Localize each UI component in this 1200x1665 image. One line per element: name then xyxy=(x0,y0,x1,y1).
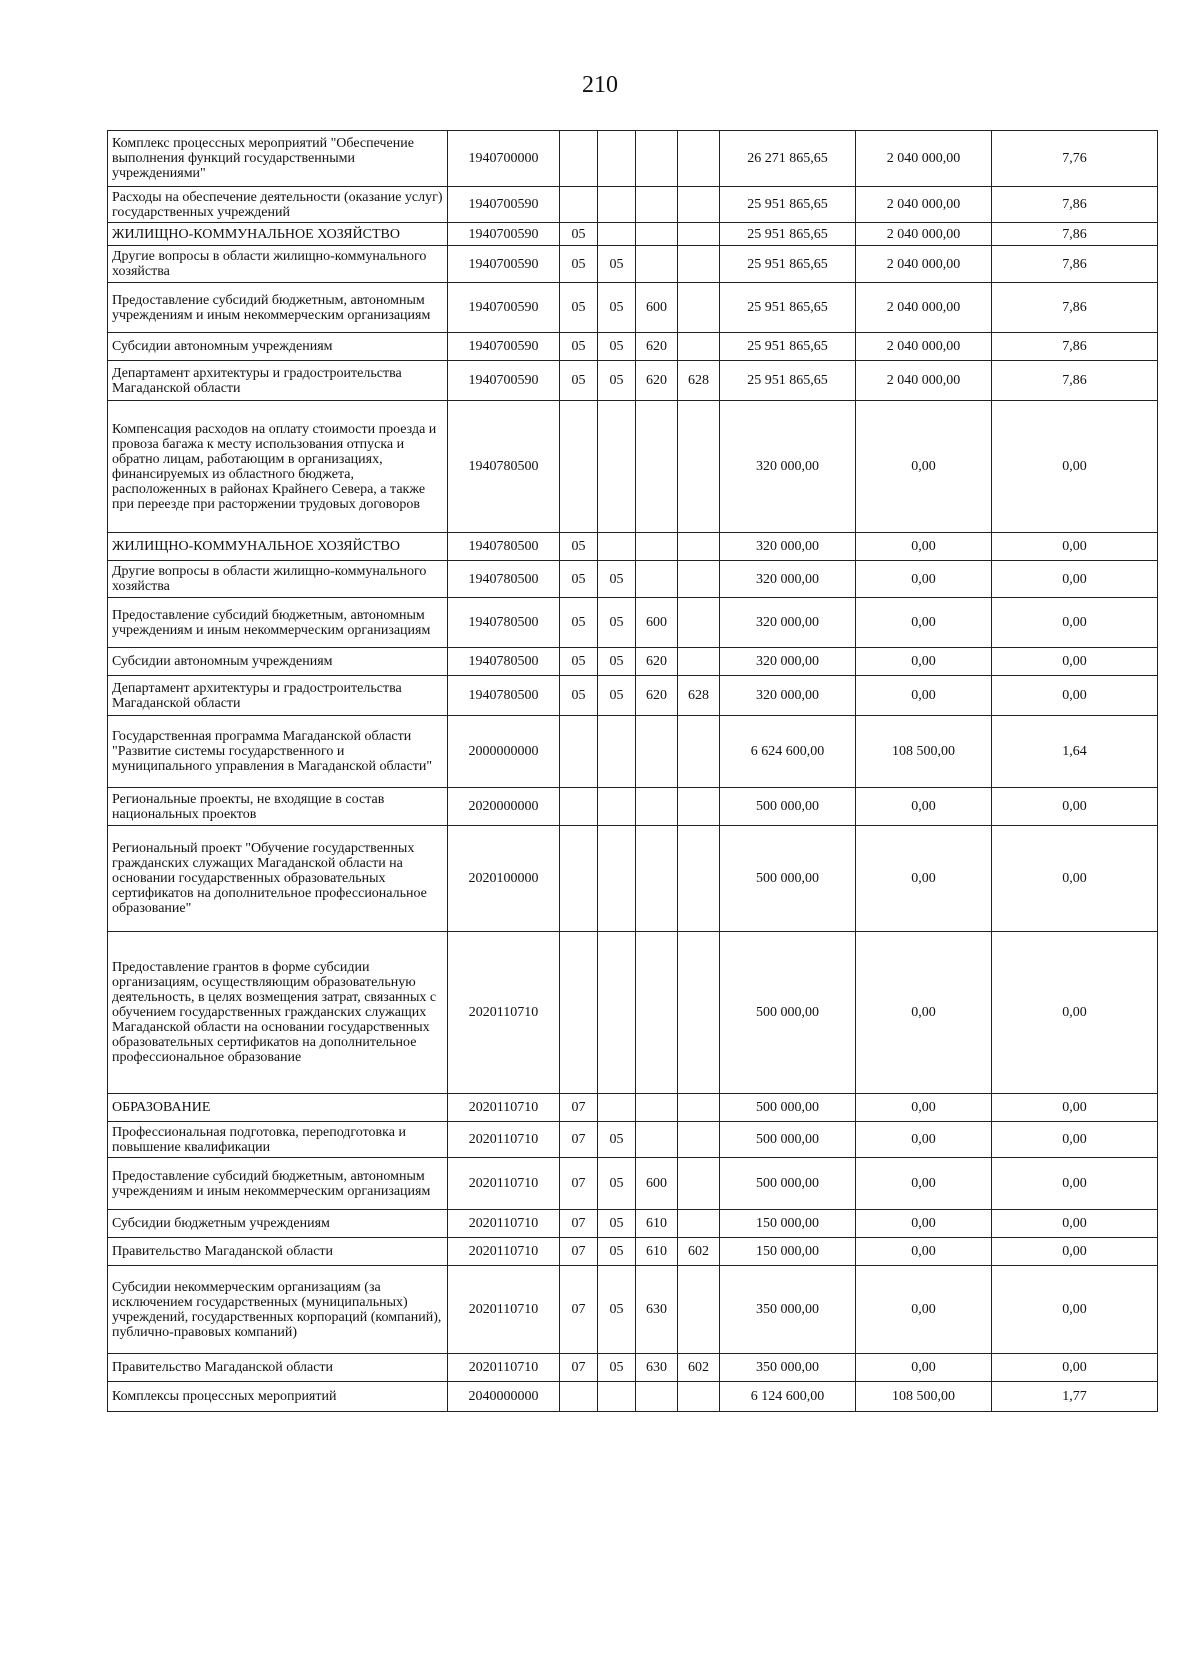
row-amount: 320 000,00 xyxy=(720,648,856,676)
row-expense-type: 630 xyxy=(636,1354,678,1382)
row-department xyxy=(678,333,720,361)
table-row xyxy=(108,533,1158,561)
row-percent: 0,00 xyxy=(992,1122,1158,1158)
row-amount: 320 000,00 xyxy=(720,676,856,716)
row-code: 2020110710 xyxy=(448,1158,560,1210)
row-amount: 25 951 865,65 xyxy=(720,283,856,333)
row-code: 1940700590 xyxy=(448,223,560,246)
row-section: 05 xyxy=(560,648,598,676)
row-executed: 0,00 xyxy=(856,401,992,533)
row-executed: 0,00 xyxy=(856,1266,992,1354)
row-department: 628 xyxy=(678,676,720,716)
row-department xyxy=(678,598,720,648)
table-body xyxy=(108,131,1158,1412)
row-percent: 7,76 xyxy=(992,131,1158,187)
row-amount: 350 000,00 xyxy=(720,1354,856,1382)
row-executed: 2 040 000,00 xyxy=(856,333,992,361)
row-department xyxy=(678,826,720,932)
row-code: 1940700590 xyxy=(448,361,560,401)
row-name: Субсидии бюджетным учреждениям xyxy=(108,1210,448,1238)
row-department xyxy=(678,932,720,1094)
row-section xyxy=(560,401,598,533)
row-department xyxy=(678,131,720,187)
row-code: 1940780500 xyxy=(448,561,560,598)
table-row xyxy=(108,1382,1158,1412)
table-row xyxy=(108,187,1158,223)
table-row xyxy=(108,1094,1158,1122)
row-subsection xyxy=(598,533,636,561)
row-expense-type xyxy=(636,131,678,187)
row-name: Профессиональная подготовка, переподготовка и повышение квалификации xyxy=(108,1122,448,1158)
row-executed: 2 040 000,00 xyxy=(856,283,992,333)
table-row xyxy=(108,676,1158,716)
row-code: 1940780500 xyxy=(448,598,560,648)
row-executed: 0,00 xyxy=(856,1158,992,1210)
row-executed: 0,00 xyxy=(856,1210,992,1238)
row-section: 07 xyxy=(560,1238,598,1266)
row-amount: 25 951 865,65 xyxy=(720,223,856,246)
row-section: 05 xyxy=(560,598,598,648)
row-section: 05 xyxy=(560,676,598,716)
table-row xyxy=(108,246,1158,283)
row-name: ЖИЛИЩНО-КОММУНАЛЬНОЕ ХОЗЯЙСТВО xyxy=(108,223,448,246)
row-expense-type: 630 xyxy=(636,1266,678,1354)
row-department xyxy=(678,788,720,826)
row-department xyxy=(678,187,720,223)
row-amount: 500 000,00 xyxy=(720,1122,856,1158)
row-percent: 0,00 xyxy=(992,1354,1158,1382)
row-amount: 320 000,00 xyxy=(720,561,856,598)
row-expense-type: 620 xyxy=(636,676,678,716)
row-code: 2020110710 xyxy=(448,1210,560,1238)
row-amount: 500 000,00 xyxy=(720,932,856,1094)
row-section xyxy=(560,716,598,788)
row-percent: 0,00 xyxy=(992,676,1158,716)
row-percent: 1,77 xyxy=(992,1382,1158,1412)
row-percent: 7,86 xyxy=(992,283,1158,333)
row-expense-type: 620 xyxy=(636,361,678,401)
table-row xyxy=(108,333,1158,361)
row-name: Субсидии автономным учреждениям xyxy=(108,648,448,676)
row-percent: 1,64 xyxy=(992,716,1158,788)
row-expense-type: 600 xyxy=(636,598,678,648)
row-name: Другие вопросы в области жилищно-коммунального хозяйства xyxy=(108,561,448,598)
row-executed: 0,00 xyxy=(856,826,992,932)
row-percent: 0,00 xyxy=(992,1210,1158,1238)
row-code: 2020110710 xyxy=(448,1238,560,1266)
row-name: Государственная программа Магаданской области "Развитие системы государственного и муниципального управления в Магаданской области" xyxy=(108,716,448,788)
row-amount: 320 000,00 xyxy=(720,533,856,561)
table-row xyxy=(108,648,1158,676)
row-amount: 350 000,00 xyxy=(720,1266,856,1354)
row-name: Другие вопросы в области жилищно-коммунального хозяйства xyxy=(108,246,448,283)
row-name: Региональный проект "Обучение государственных гражданских служащих Магаданской области на основании государственных образовательных сертификатов на дополнительное профессиональное образование" xyxy=(108,826,448,932)
row-expense-type: 600 xyxy=(636,1158,678,1210)
row-subsection: 05 xyxy=(598,1122,636,1158)
row-expense-type: 610 xyxy=(636,1238,678,1266)
row-department xyxy=(678,401,720,533)
table-row xyxy=(108,788,1158,826)
row-subsection xyxy=(598,223,636,246)
row-section xyxy=(560,826,598,932)
row-executed: 0,00 xyxy=(856,1238,992,1266)
row-percent: 0,00 xyxy=(992,1094,1158,1122)
row-percent: 0,00 xyxy=(992,788,1158,826)
table-row xyxy=(108,716,1158,788)
row-section xyxy=(560,1382,598,1412)
table-row xyxy=(108,1158,1158,1210)
budget-table xyxy=(107,130,1158,1412)
row-percent: 7,86 xyxy=(992,187,1158,223)
row-subsection: 05 xyxy=(598,283,636,333)
row-subsection: 05 xyxy=(598,333,636,361)
page-number: 210 xyxy=(582,72,618,98)
row-expense-type xyxy=(636,246,678,283)
row-subsection xyxy=(598,716,636,788)
row-amount: 25 951 865,65 xyxy=(720,361,856,401)
row-department xyxy=(678,283,720,333)
row-amount: 500 000,00 xyxy=(720,826,856,932)
row-code: 2040000000 xyxy=(448,1382,560,1412)
row-subsection: 05 xyxy=(598,598,636,648)
row-code: 2000000000 xyxy=(448,716,560,788)
row-department: 602 xyxy=(678,1238,720,1266)
row-percent: 7,86 xyxy=(992,246,1158,283)
row-percent: 0,00 xyxy=(992,561,1158,598)
table-row xyxy=(108,1122,1158,1158)
row-subsection xyxy=(598,826,636,932)
row-expense-type xyxy=(636,1094,678,1122)
row-code: 2020000000 xyxy=(448,788,560,826)
row-expense-type: 600 xyxy=(636,283,678,333)
row-percent: 0,00 xyxy=(992,598,1158,648)
row-subsection: 05 xyxy=(598,1266,636,1354)
row-department xyxy=(678,1094,720,1122)
row-subsection: 05 xyxy=(598,1158,636,1210)
row-percent: 0,00 xyxy=(992,1158,1158,1210)
row-executed: 0,00 xyxy=(856,1122,992,1158)
row-name: Субсидии автономным учреждениям xyxy=(108,333,448,361)
row-department xyxy=(678,1158,720,1210)
row-subsection: 05 xyxy=(598,246,636,283)
row-code: 2020110710 xyxy=(448,1094,560,1122)
row-section: 05 xyxy=(560,223,598,246)
row-name: Правительство Магаданской области xyxy=(108,1238,448,1266)
row-subsection xyxy=(598,1094,636,1122)
row-code: 1940780500 xyxy=(448,648,560,676)
row-section xyxy=(560,187,598,223)
row-percent: 0,00 xyxy=(992,401,1158,533)
row-subsection: 05 xyxy=(598,676,636,716)
row-executed: 0,00 xyxy=(856,788,992,826)
row-amount: 500 000,00 xyxy=(720,788,856,826)
row-executed: 0,00 xyxy=(856,598,992,648)
row-executed: 0,00 xyxy=(856,533,992,561)
row-percent: 0,00 xyxy=(992,826,1158,932)
row-amount: 320 000,00 xyxy=(720,401,856,533)
row-executed: 0,00 xyxy=(856,676,992,716)
row-executed: 2 040 000,00 xyxy=(856,246,992,283)
row-department xyxy=(678,533,720,561)
row-percent: 0,00 xyxy=(992,1266,1158,1354)
row-amount: 150 000,00 xyxy=(720,1238,856,1266)
row-code: 1940700590 xyxy=(448,187,560,223)
row-code: 2020110710 xyxy=(448,932,560,1094)
row-code: 1940700590 xyxy=(448,283,560,333)
table-row xyxy=(108,826,1158,932)
row-section: 05 xyxy=(560,246,598,283)
table-row xyxy=(108,1210,1158,1238)
row-department xyxy=(678,648,720,676)
row-subsection: 05 xyxy=(598,1354,636,1382)
row-department xyxy=(678,1210,720,1238)
row-department xyxy=(678,716,720,788)
table-row xyxy=(108,1354,1158,1382)
row-name: Расходы на обеспечение деятельности (оказание услуг) государственных учреждений xyxy=(108,187,448,223)
row-amount: 500 000,00 xyxy=(720,1094,856,1122)
row-expense-type xyxy=(636,932,678,1094)
table-row xyxy=(108,932,1158,1094)
row-subsection xyxy=(598,1382,636,1412)
row-expense-type: 610 xyxy=(636,1210,678,1238)
row-section: 05 xyxy=(560,361,598,401)
row-section: 05 xyxy=(560,283,598,333)
row-department xyxy=(678,223,720,246)
row-name: Предоставление субсидий бюджетным, автономным учреждениям и иным некоммерческим организациям xyxy=(108,283,448,333)
row-amount: 6 124 600,00 xyxy=(720,1382,856,1412)
row-amount: 500 000,00 xyxy=(720,1158,856,1210)
row-code: 1940780500 xyxy=(448,401,560,533)
row-amount: 25 951 865,65 xyxy=(720,187,856,223)
row-executed: 2 040 000,00 xyxy=(856,131,992,187)
row-executed: 2 040 000,00 xyxy=(856,187,992,223)
row-department: 602 xyxy=(678,1354,720,1382)
row-amount: 320 000,00 xyxy=(720,598,856,648)
table-row xyxy=(108,561,1158,598)
row-name: Субсидии некоммерческим организациям (за исключением государственных (муниципальных) учреждений, государственных корпораций (компаний), публично-правовых компаний) xyxy=(108,1266,448,1354)
row-subsection: 05 xyxy=(598,648,636,676)
row-name: Комплексы процессных мероприятий xyxy=(108,1382,448,1412)
row-expense-type xyxy=(636,1382,678,1412)
row-amount: 25 951 865,65 xyxy=(720,333,856,361)
row-expense-type xyxy=(636,788,678,826)
row-code: 2020100000 xyxy=(448,826,560,932)
table-row xyxy=(108,1266,1158,1354)
row-amount: 150 000,00 xyxy=(720,1210,856,1238)
row-department xyxy=(678,1382,720,1412)
row-executed: 0,00 xyxy=(856,1354,992,1382)
table-row xyxy=(108,1238,1158,1266)
row-department xyxy=(678,1122,720,1158)
row-name: Департамент архитектуры и градостроительства Магаданской области xyxy=(108,676,448,716)
row-name: ОБРАЗОВАНИЕ xyxy=(108,1094,448,1122)
row-percent: 0,00 xyxy=(992,932,1158,1094)
row-name: Правительство Магаданской области xyxy=(108,1354,448,1382)
row-name: ЖИЛИЩНО-КОММУНАЛЬНОЕ ХОЗЯЙСТВО xyxy=(108,533,448,561)
row-executed: 2 040 000,00 xyxy=(856,361,992,401)
row-section: 07 xyxy=(560,1266,598,1354)
row-percent: 0,00 xyxy=(992,1238,1158,1266)
row-executed: 0,00 xyxy=(856,1094,992,1122)
row-executed: 0,00 xyxy=(856,648,992,676)
row-amount: 26 271 865,65 xyxy=(720,131,856,187)
row-subsection xyxy=(598,401,636,533)
table-row xyxy=(108,598,1158,648)
row-expense-type xyxy=(636,1122,678,1158)
row-department: 628 xyxy=(678,361,720,401)
row-code: 1940780500 xyxy=(448,533,560,561)
row-code: 2020110710 xyxy=(448,1266,560,1354)
row-executed: 0,00 xyxy=(856,932,992,1094)
row-percent: 7,86 xyxy=(992,223,1158,246)
row-section: 07 xyxy=(560,1354,598,1382)
row-name: Комплекс процессных мероприятий "Обеспечение выполнения функций государственными учреждениями" xyxy=(108,131,448,187)
row-percent: 7,86 xyxy=(992,361,1158,401)
row-name: Предоставление грантов в форме субсидии организациям, осуществляющим образовательную деятельность, в целях возмещения затрат, связанных с обучением государственных гражданских служащих Магаданской области на основании государственных образовательных сертификатов на дополнительное профессиональное образование xyxy=(108,932,448,1094)
row-name: Предоставление субсидий бюджетным, автономным учреждениям и иным некоммерческим организациям xyxy=(108,598,448,648)
row-code: 1940700590 xyxy=(448,246,560,283)
row-section xyxy=(560,131,598,187)
row-name: Компенсация расходов на оплату стоимости проезда и провоза багажа к месту использования отпуска и обратно лицам, работающим в организациях, финансируемых из областного бюджета, расположенных в районах Крайнего Севера, а также при переезде при расторжении трудовых договоров xyxy=(108,401,448,533)
row-expense-type xyxy=(636,187,678,223)
row-name: Предоставление субсидий бюджетным, автономным учреждениям и иным некоммерческим организациям xyxy=(108,1158,448,1210)
row-section: 05 xyxy=(560,533,598,561)
row-executed: 0,00 xyxy=(856,561,992,598)
row-subsection xyxy=(598,932,636,1094)
row-subsection: 05 xyxy=(598,561,636,598)
row-code: 2020110710 xyxy=(448,1122,560,1158)
row-name: Региональные проекты, не входящие в состав национальных проектов xyxy=(108,788,448,826)
row-expense-type xyxy=(636,716,678,788)
row-subsection: 05 xyxy=(598,1238,636,1266)
row-expense-type xyxy=(636,223,678,246)
row-section xyxy=(560,788,598,826)
table-row xyxy=(108,401,1158,533)
row-executed: 108 500,00 xyxy=(856,716,992,788)
row-section: 05 xyxy=(560,333,598,361)
row-executed: 2 040 000,00 xyxy=(856,223,992,246)
row-subsection xyxy=(598,788,636,826)
row-department xyxy=(678,561,720,598)
row-section: 07 xyxy=(560,1122,598,1158)
table-row xyxy=(108,223,1158,246)
row-section: 07 xyxy=(560,1094,598,1122)
row-section xyxy=(560,932,598,1094)
row-expense-type xyxy=(636,561,678,598)
row-department xyxy=(678,246,720,283)
row-name: Департамент архитектуры и градостроительства Магаданской области xyxy=(108,361,448,401)
row-expense-type: 620 xyxy=(636,333,678,361)
row-subsection: 05 xyxy=(598,361,636,401)
table-row xyxy=(108,283,1158,333)
row-subsection xyxy=(598,131,636,187)
row-section: 07 xyxy=(560,1158,598,1210)
row-percent: 7,86 xyxy=(992,333,1158,361)
row-subsection: 05 xyxy=(598,1210,636,1238)
row-percent: 0,00 xyxy=(992,648,1158,676)
row-section: 07 xyxy=(560,1210,598,1238)
row-code: 1940700590 xyxy=(448,333,560,361)
row-code: 1940700000 xyxy=(448,131,560,187)
row-expense-type xyxy=(636,401,678,533)
table-row xyxy=(108,131,1158,187)
row-code: 1940780500 xyxy=(448,676,560,716)
row-expense-type xyxy=(636,826,678,932)
row-expense-type: 620 xyxy=(636,648,678,676)
row-amount: 25 951 865,65 xyxy=(720,246,856,283)
row-percent: 0,00 xyxy=(992,533,1158,561)
row-executed: 108 500,00 xyxy=(856,1382,992,1412)
row-expense-type xyxy=(636,533,678,561)
row-department xyxy=(678,1266,720,1354)
row-section: 05 xyxy=(560,561,598,598)
row-code: 2020110710 xyxy=(448,1354,560,1382)
row-amount: 6 624 600,00 xyxy=(720,716,856,788)
table-row xyxy=(108,361,1158,401)
row-subsection xyxy=(598,187,636,223)
